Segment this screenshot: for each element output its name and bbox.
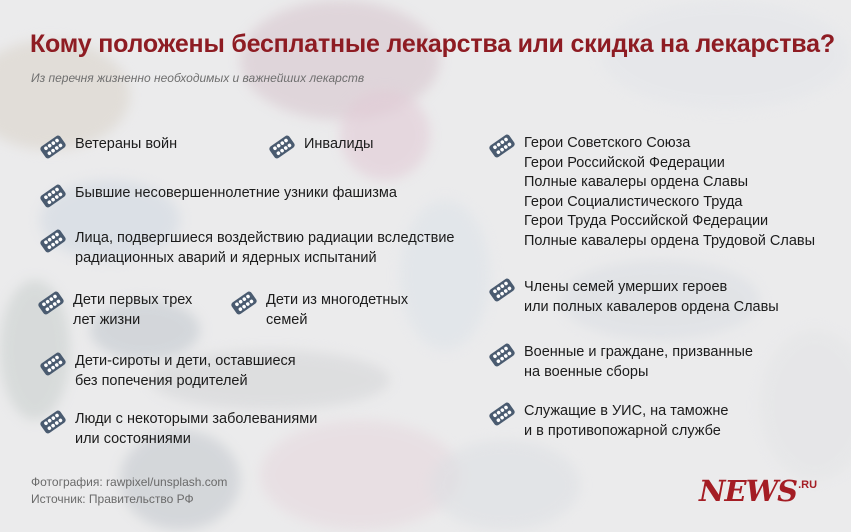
- category-line: на военные сборы: [524, 363, 649, 380]
- category-item: [267, 135, 373, 162]
- category-line: Герои Социалистического Труда: [524, 193, 743, 210]
- category-item: [487, 402, 728, 441]
- category-line: Военные и граждане, призванные: [524, 344, 753, 360]
- category-item: [38, 135, 177, 162]
- category-line: радиационных аварий и ядерных испытаний: [75, 249, 377, 266]
- category-line: Служащие в УИС, на таможне: [524, 403, 729, 419]
- category-item: [229, 291, 408, 330]
- category-line: Герои Советского Союза: [524, 135, 691, 151]
- pill-blister-icon: [229, 288, 259, 318]
- category-line: Лица, подвергшиеся воздействию радиации вследствие: [75, 230, 455, 246]
- pill-blister-icon: [267, 132, 297, 162]
- category-line: без попечения родителей: [75, 372, 248, 389]
- category-line: лет жизни: [73, 311, 141, 328]
- pill-blister-icon: [487, 275, 517, 305]
- category-line: Дети из многодетных: [266, 292, 409, 308]
- source-credit: Источник: Правительство РФ: [31, 492, 194, 506]
- category-item: [38, 352, 296, 391]
- category-line: или состояниями: [75, 430, 191, 447]
- photo-credit: Фотография: rawpixel/unsplash.com: [31, 475, 228, 489]
- page-title: Кому положены бесплатные лекарства или скидка на лекарства?: [30, 30, 835, 58]
- category-item: [487, 343, 753, 382]
- category-line: и в противопожарной службе: [524, 422, 721, 439]
- category-item: [487, 134, 815, 251]
- category-line: Бывшие несовершеннолетние узники фашизма: [75, 185, 397, 201]
- category-line: Инвалиды: [304, 136, 374, 152]
- logo-main-text: NEWS: [699, 474, 798, 508]
- pill-blister-icon: [487, 131, 517, 161]
- category-item: [36, 291, 192, 330]
- category-line: семей: [266, 311, 308, 328]
- category-line: Люди с некоторыми заболеваниями: [75, 411, 318, 427]
- pill-blister-icon: [38, 132, 68, 162]
- category-line: или полных кавалеров ордена Славы: [524, 298, 779, 315]
- pill-blister-icon: [38, 349, 68, 379]
- news-ru-logo: [699, 474, 817, 508]
- category-line: Герои Труда Российской Федерации: [524, 213, 769, 229]
- category-line: Дети-сироты и дети, оставшиеся: [75, 353, 296, 369]
- category-line: Полные кавалеры ордена Славы: [524, 174, 749, 190]
- category-line: Ветераны войн: [75, 136, 178, 152]
- category-item: [38, 229, 454, 268]
- category-line: Дети первых трех: [73, 292, 193, 308]
- category-line: Члены семей умерших героев: [524, 279, 728, 295]
- category-item: [487, 278, 779, 317]
- pill-blister-icon: [36, 288, 66, 318]
- category-item: [38, 410, 317, 449]
- page-subtitle: Из перечня жизненно необходимых и важнейших лекарств: [31, 71, 365, 85]
- category-line: Полные кавалеры ордена Трудовой Славы: [524, 232, 816, 249]
- pill-blister-icon: [38, 407, 68, 437]
- category-line: Герои Российской Федерации: [524, 154, 725, 171]
- category-item: [38, 184, 397, 211]
- pill-blister-icon: [487, 399, 517, 429]
- pill-blister-icon: [487, 340, 517, 370]
- pill-blister-icon: [38, 226, 68, 256]
- logo-suffix-text: .RU: [798, 479, 818, 491]
- pill-blister-icon: [38, 181, 68, 211]
